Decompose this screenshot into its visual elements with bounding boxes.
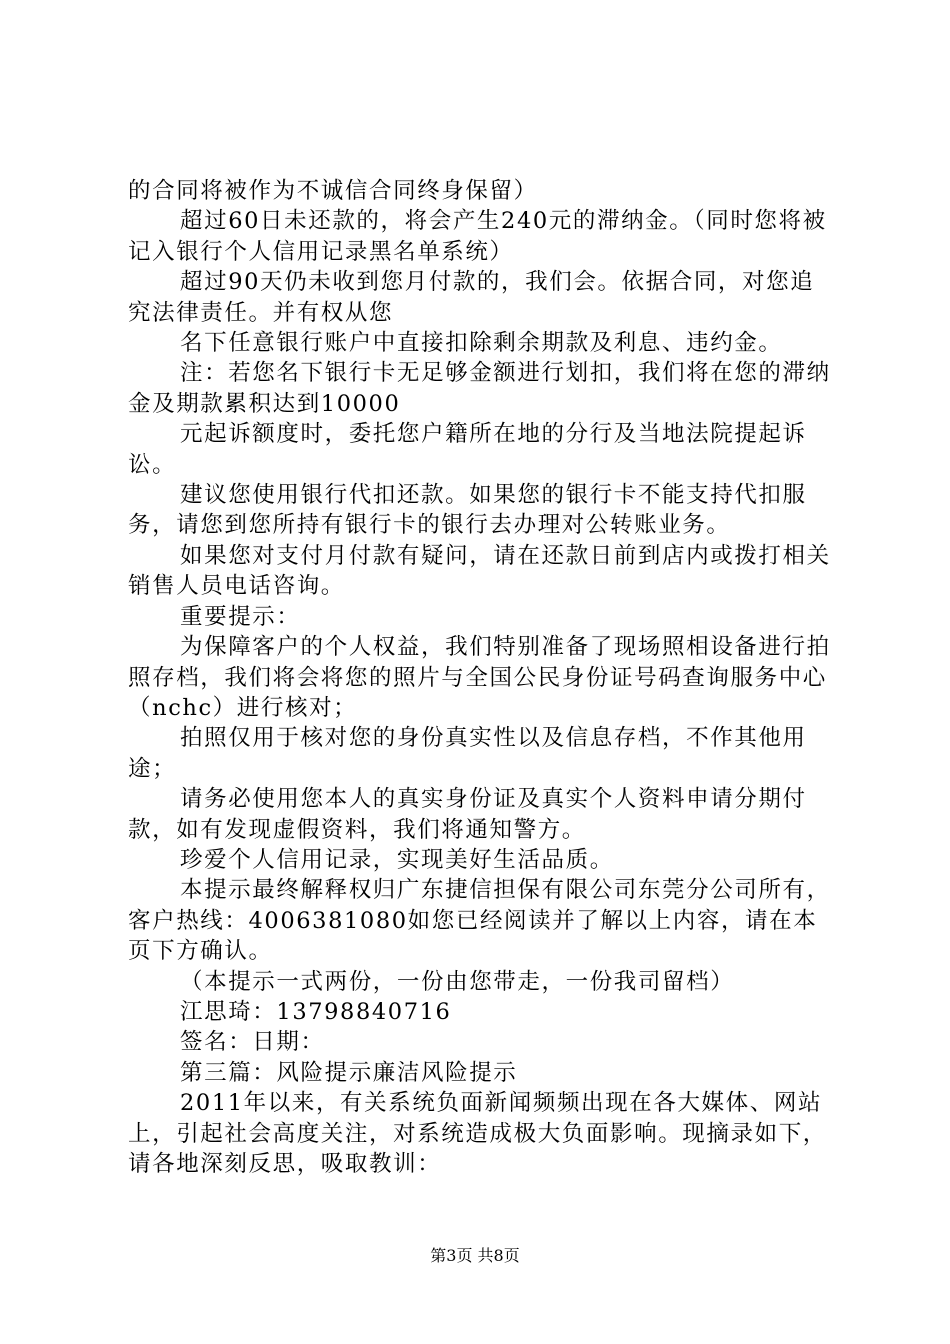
paragraph: 签名：日期： [180,1029,325,1056]
paragraph: （本提示一式两份，一份由您带走，一份我司留档） [180,968,735,995]
paragraph: 注：若您名下银行卡无足够金额进行划扣，我们将在您的滞纳金及期款累积达到10000 [128,360,831,417]
paragraph: 超过90天仍未收到您月付款的，我们会。依据合同，对您追究法律责任。并有权从您 [128,269,815,326]
paragraph: 本提示最终解释权归广东捷信担保有限公司东莞分公司所有，客户热线：4006381080如您已经阅读并了解以上内容，请在本页下方确认。 [128,877,831,965]
paragraph: 元起诉额度时，委托您户籍所在地的分行及当地法院提起诉讼。 [128,421,807,478]
paragraph: 重要提示： [180,603,301,630]
paragraph: 第三篇：风险提示廉洁风险提示 [180,1059,518,1086]
paragraph: 2011年以来，有关系统负面新闻频频出现在各大媒体、网站上，引起社会高度关注，对系统造成极大负面影响。现摘录如下，请各地深刻反思，吸取教训： [128,1090,827,1177]
paragraph: 的合同将被作为不诚信合同终身保留） [128,178,538,204]
page-footer: 第3页 共8页 [430,1246,520,1265]
paragraph: 江思琦：13798840716 [180,998,452,1025]
document-body [128,176,833,1179]
paragraph: 拍照仅用于核对您的身份真实性以及信息存档，不作其他用途； [128,725,807,782]
paragraph: 如果您对支付月付款有疑问，请在还款日前到店内或拨打相关销售人员电话咨询。 [128,542,831,600]
paragraph: 超过60日未还款的，将会产生240元的滞纳金。（同时您将被记入银行个人信用记录黑名单系统） [128,208,827,265]
paragraph: 为保障客户的个人权益，我们特别准备了现场照相设备进行拍照存档，我们将会将您的照片与全国公民身份证号码查询服务中心（nchc）进行核对； [128,634,831,721]
paragraph: 珍爱个人信用记录，实现美好生活品质。 [180,846,614,873]
paragraph: 请务必使用您本人的真实身份证及真实个人资料申请分期付款，如有发现虚假资料，我们将通知警方。 [128,786,807,843]
paragraph: 建议您使用银行代扣还款。如果您的银行卡不能支持代扣服务，请您到您所持有银行卡的银行去办理对公转账业务。 [128,482,807,539]
paragraph: 名下任意银行账户中直接扣除剩余期款及利息、违约金。 [180,330,783,357]
